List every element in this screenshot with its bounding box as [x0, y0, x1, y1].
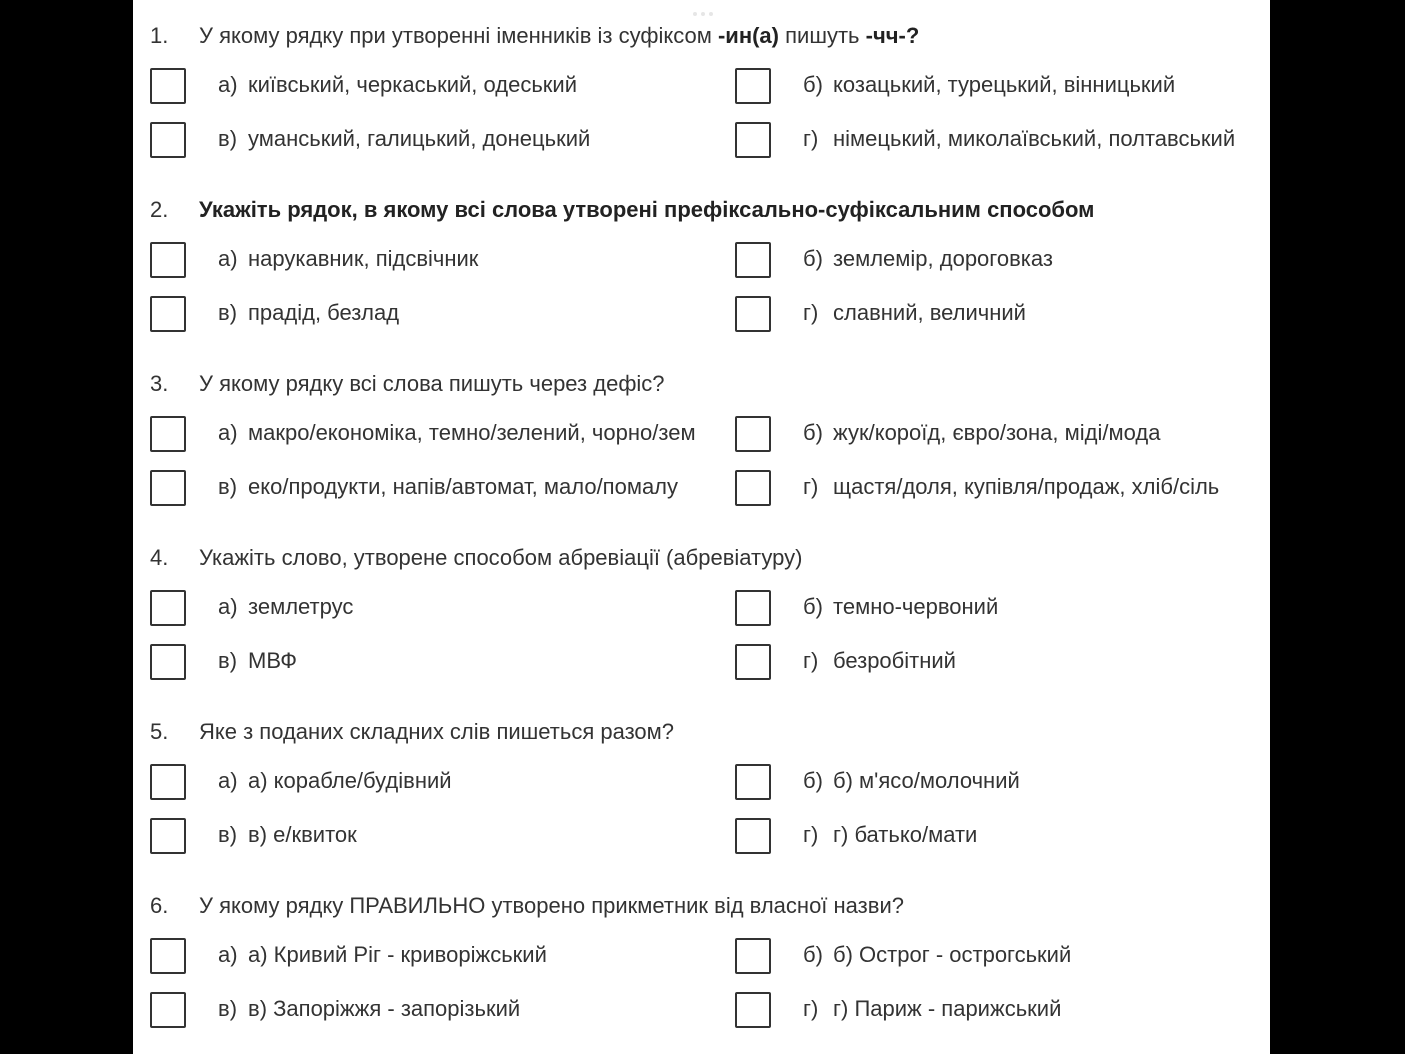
- option-text: землетрус: [248, 594, 354, 619]
- option-a[interactable]: [150, 590, 690, 626]
- question-6: [133, 870, 1270, 1044]
- answer-checkbox[interactable]: [735, 296, 771, 332]
- option-b[interactable]: [735, 590, 1275, 626]
- option-b[interactable]: [735, 242, 1275, 278]
- answer-checkbox[interactable]: [150, 644, 186, 680]
- answer-checkbox[interactable]: [150, 764, 186, 800]
- option-text: німецький, миколаївський, полтавський: [833, 126, 1236, 151]
- option-b[interactable]: [735, 764, 1275, 800]
- option-d[interactable]: [735, 122, 1275, 158]
- option-text: макро/економіка, темно/зелений, чорно/зем: [248, 420, 696, 445]
- option-letter: в): [218, 126, 238, 151]
- answer-checkbox[interactable]: [150, 992, 186, 1028]
- option-letter: в): [218, 822, 238, 847]
- answer-checkbox[interactable]: [150, 818, 186, 854]
- question-number: 1.: [150, 23, 169, 48]
- option-b[interactable]: [735, 938, 1275, 974]
- answer-checkbox[interactable]: [735, 590, 771, 626]
- option-text: в) Запоріжжя - запорізький: [248, 996, 521, 1021]
- answer-checkbox[interactable]: [150, 416, 186, 452]
- option-letter: б): [803, 420, 823, 445]
- option-c[interactable]: [150, 470, 690, 506]
- question-2: [133, 174, 1270, 348]
- option-letter: б): [803, 246, 823, 271]
- question-1: [133, 0, 1270, 174]
- question-3: [133, 348, 1270, 522]
- option-letter: г): [803, 474, 819, 499]
- answer-checkbox[interactable]: [150, 242, 186, 278]
- option-a[interactable]: [150, 242, 690, 278]
- answer-checkbox[interactable]: [150, 938, 186, 974]
- option-text: прадід, безлад: [248, 300, 400, 325]
- option-letter: б): [803, 72, 823, 97]
- option-text: темно-червоний: [833, 594, 999, 619]
- answer-checkbox[interactable]: [735, 470, 771, 506]
- option-letter: г): [803, 126, 819, 151]
- option-text: землемір, дороговказ: [833, 246, 1053, 271]
- option-letter: а): [218, 420, 238, 445]
- option-d[interactable]: [735, 470, 1275, 506]
- option-text: жук/короїд, євро/зона, міді/мода: [833, 420, 1161, 445]
- question-text: У якому рядку при утворенні іменників із суфіксом -ин(а) пишуть -чч-?: [199, 23, 920, 48]
- question-number: 6.: [150, 893, 169, 918]
- question-5: [133, 696, 1270, 870]
- option-a[interactable]: [150, 938, 690, 974]
- option-text: б) Острог - острогський: [833, 942, 1072, 967]
- option-c[interactable]: [150, 818, 690, 854]
- option-text: київський, черкаський, одеський: [248, 72, 578, 97]
- option-letter: б): [803, 594, 823, 619]
- option-text: безробітний: [833, 648, 956, 673]
- option-c[interactable]: [150, 644, 690, 680]
- question-number: 5.: [150, 719, 169, 744]
- answer-checkbox[interactable]: [150, 296, 186, 332]
- option-text: а) корабле/будівний: [248, 768, 452, 793]
- answer-checkbox[interactable]: [150, 68, 186, 104]
- option-b[interactable]: [735, 416, 1275, 452]
- option-letter: а): [218, 246, 238, 271]
- question-4: [133, 522, 1270, 696]
- answer-checkbox[interactable]: [735, 242, 771, 278]
- question-text: Яке з поданих складних слів пишеться разом?: [199, 719, 675, 744]
- option-d[interactable]: [735, 644, 1275, 680]
- option-a[interactable]: [150, 764, 690, 800]
- answer-checkbox[interactable]: [150, 122, 186, 158]
- option-b[interactable]: [735, 68, 1275, 104]
- option-d[interactable]: [735, 818, 1275, 854]
- option-c[interactable]: [150, 296, 690, 332]
- option-text: в) е/квиток: [248, 822, 357, 847]
- answer-checkbox[interactable]: [735, 764, 771, 800]
- option-letter: в): [218, 300, 238, 325]
- option-letter: г): [803, 648, 819, 673]
- answer-checkbox[interactable]: [150, 590, 186, 626]
- option-letter: в): [218, 474, 238, 499]
- option-text: славний, величний: [833, 300, 1026, 325]
- answer-checkbox[interactable]: [735, 644, 771, 680]
- option-text: а) Кривий Ріг - криворіжський: [248, 942, 547, 967]
- option-text: козацький, турецький, вінницький: [833, 72, 1176, 97]
- option-d[interactable]: [735, 992, 1275, 1028]
- question-text: Укажіть рядок, в якому всі слова утворені префіксально-суфіксальним способом: [199, 197, 1095, 222]
- option-text: МВФ: [248, 648, 297, 673]
- option-letter: г): [803, 822, 819, 847]
- option-d[interactable]: [735, 296, 1275, 332]
- answer-checkbox[interactable]: [150, 470, 186, 506]
- option-text: г) Париж - парижський: [833, 996, 1062, 1021]
- question-text: У якому рядку ПРАВИЛЬНО утворено прикметник від власної назви?: [199, 893, 904, 918]
- option-letter: г): [803, 996, 819, 1021]
- answer-checkbox[interactable]: [735, 416, 771, 452]
- option-text: нарукавник, підсвічник: [248, 246, 479, 271]
- option-text: г) батько/мати: [833, 822, 978, 847]
- answer-checkbox[interactable]: [735, 818, 771, 854]
- option-letter: г): [803, 300, 819, 325]
- option-text: уманський, галицький, донецький: [248, 126, 591, 151]
- option-a[interactable]: [150, 68, 690, 104]
- answer-checkbox[interactable]: [735, 992, 771, 1028]
- option-letter: б): [803, 768, 823, 793]
- option-letter: а): [218, 768, 238, 793]
- answer-checkbox[interactable]: [735, 938, 771, 974]
- option-c[interactable]: [150, 122, 690, 158]
- option-letter: б): [803, 942, 823, 967]
- question-text: У якому рядку всі слова пишуть через дефіс?: [199, 371, 665, 396]
- option-c[interactable]: [150, 992, 690, 1028]
- option-a[interactable]: [150, 416, 696, 452]
- option-letter: а): [218, 942, 238, 967]
- quiz-page: [133, 0, 1270, 1054]
- option-text: щастя/доля, купівля/продаж, хліб/сіль: [833, 474, 1220, 499]
- option-letter: в): [218, 648, 238, 673]
- answer-checkbox[interactable]: [735, 122, 771, 158]
- option-text: б) м'ясо/молочний: [833, 768, 1020, 793]
- option-letter: в): [218, 996, 238, 1021]
- option-letter: а): [218, 72, 238, 97]
- option-letter: а): [218, 594, 238, 619]
- question-number: 3.: [150, 371, 169, 396]
- option-text: еко/продукти, напів/автомат, мало/помалу: [248, 474, 679, 499]
- question-number: 2.: [150, 197, 169, 222]
- question-text: Укажіть слово, утворене способом абревіації (абревіатуру): [199, 545, 803, 570]
- question-number: 4.: [150, 545, 169, 570]
- answer-checkbox[interactable]: [735, 68, 771, 104]
